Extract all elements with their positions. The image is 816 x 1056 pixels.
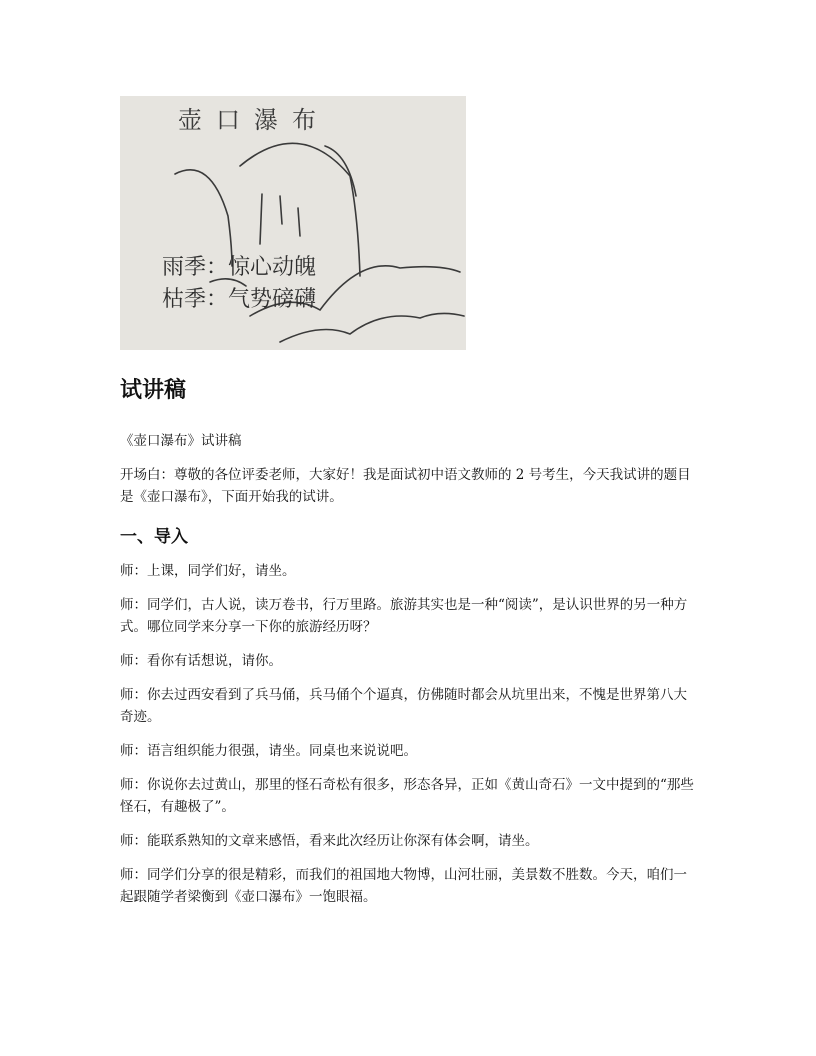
document-page	[120, 96, 700, 908]
paragraph: 师：你去过西安看到了兵马俑，兵马俑个个逼真，仿佛随时都会从坑里出来，不愧是世界第八大奇迹。	[120, 687, 687, 726]
paragraph: 师：看你有话想说，请你。	[120, 653, 282, 670]
paragraph: 师：上课，同学们好，请坐。	[120, 563, 296, 580]
waterfall-sketch-image	[120, 96, 466, 350]
paragraph: 师：语言组织能力很强，请坐。同桌也来说说吧。	[120, 743, 417, 760]
sketch-title-text: 壶口瀑布	[178, 106, 330, 134]
page-title: 试讲稿	[120, 378, 187, 403]
opening-paragraph: 开场白：尊敬的各位评委老师，大家好！我是面试初中语文教师的 2 号考生，今天我试讲的题目是《壶口瀑布》，下面开始我的试讲。	[120, 467, 691, 506]
section-heading: 一、导入	[120, 527, 188, 548]
paragraph: 师：同学们，古人说，读万卷书，行万里路。旅游其实也是一种“阅读”，是认识世界的另一种方式。哪位同学来分享一下你的旅游经历呀？	[120, 597, 688, 636]
sketch-rainy-season-text: 雨季：惊心动魄	[162, 255, 317, 280]
paragraph: 师：同学们分享的很是精彩，而我们的祖国地大物博，山河壮丽，美景数不胜数。今天，咱们一起跟随学者梁衡到《壶口瀑布》一饱眼福。	[120, 867, 687, 906]
paragraph: 师：能联系熟知的文章来感悟，看来此次经历让你深有体会啊，请坐。	[120, 833, 539, 850]
sketch-dry-season-text: 枯季：气势磅礴	[162, 287, 317, 312]
document-subtitle: 《壶口瀑布》试讲稿	[120, 433, 242, 450]
paragraph: 师：你说你去过黄山，那里的怪石奇松有很多，形态各异，正如《黄山奇石》一文中提到的“那些怪石，有趣极了”。	[120, 777, 694, 816]
sketch-drawing	[120, 96, 466, 350]
